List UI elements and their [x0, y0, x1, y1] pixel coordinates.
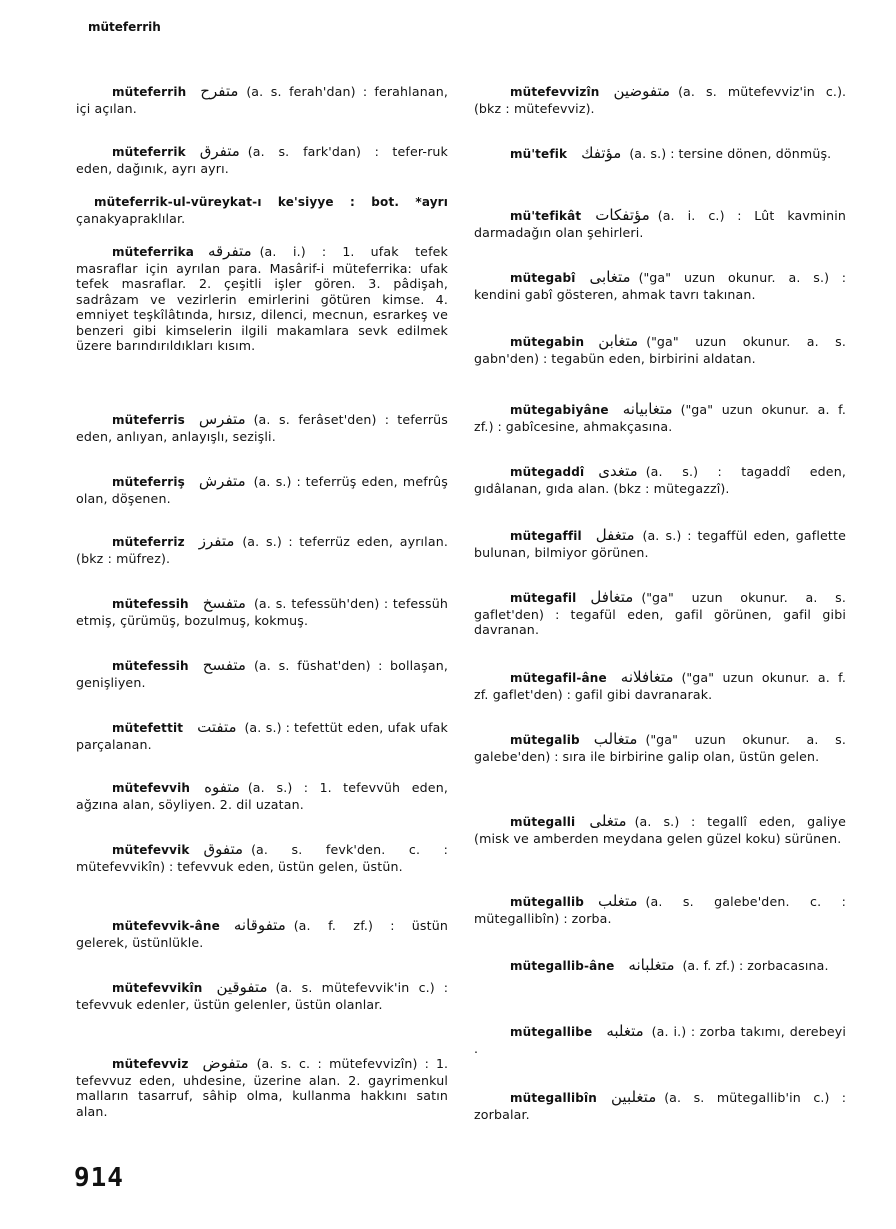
entry-headword: mütegallib-âne [510, 959, 615, 973]
entry-definition: çanakyapraklılar. [76, 210, 186, 226]
entry-headword: mütegabin [510, 335, 585, 349]
dictionary-entry [474, 894, 846, 926]
entry-headword: mütefevviz [112, 1057, 189, 1071]
dictionary-entry [76, 412, 448, 444]
entry-arabic: متغافل [590, 588, 634, 606]
entry-definition: (a. s.) : tefettüt eden, ufak ufak parçalanan. [76, 720, 448, 752]
entry-arabic: متفوضين [613, 82, 671, 100]
entry-definition: (a. s. fevk'den. c. : mütefevvikîn) : tefevvuk eden, üstün gelen, üstün. [76, 842, 448, 874]
dictionary-entry [76, 84, 448, 116]
dictionary-entry [474, 732, 846, 764]
entry-definition: (a. s. galebe'den. c. : mütegallibîn) : zorba. [474, 894, 846, 926]
dictionary-entry [474, 670, 846, 702]
entry-definition: (a. s. ferâset'den) : teferrüs eden, anlıyan, anlayışlı, sezişli. [76, 412, 448, 444]
dictionary-entry [474, 84, 846, 116]
entry-definition: (a. s. ferah'dan) : ferahlanan, içi açılan. [76, 84, 448, 116]
entry-definition: (a. s.) : teferrüş eden, mefrûş olan, döşenen. [76, 474, 448, 506]
dictionary-entry [76, 534, 448, 566]
dictionary-entry [474, 1090, 846, 1122]
dictionary-entry [474, 814, 846, 846]
dictionary-entry [474, 208, 846, 240]
entry-definition: (a. i.) : 1. ufak tefek masraflar için ayrılan para. Masârif-i müteferrika: ufak tefek masraflar. 2. çeşitli işler gören. 3. pâdişah, sadrâzam ve vezirlerin emirlerini götüren kimse. 4. emniyet teşkîlâtında, hırsız, dilenci, mecnun, esrarkeş ve benzeri gibi kimselerin ilgili makamlara sevk edilmek üzere barındırıldıkları kısım. [76, 244, 448, 353]
entry-headword: mütegabî [510, 271, 576, 285]
entry-definition: (a. i.) : zorba takımı, derebeyi . [474, 1024, 846, 1056]
entry-arabic: متفرح [200, 82, 239, 100]
dictionary-entry [76, 144, 448, 176]
entry-headword: müteferrik [112, 145, 186, 159]
dictionary-entry [474, 528, 846, 560]
entry-headword: mütegallib [510, 895, 585, 909]
entry-headword: mütegalli [510, 815, 576, 829]
entry-headword: müteferriş [112, 475, 185, 489]
entry-headword: müteferrika [112, 245, 194, 259]
entry-arabic: متفوض [202, 1054, 249, 1072]
dictionary-entry [76, 1056, 448, 1119]
entry-headword: mütefevvikîn [112, 981, 203, 995]
entry-arabic: متفوق [203, 840, 244, 858]
entry-arabic: متغلبانه [628, 956, 675, 974]
entry-definition: ("ga" uzun okunur. a. s. galebe'den) : sıra ile birbirine galip olan, üstün gelen. [474, 732, 846, 764]
entry-arabic: مؤتفكات [595, 206, 650, 224]
dictionary-entry [76, 720, 448, 752]
entry-arabic: متفرش [198, 472, 246, 490]
dictionary-entry [76, 474, 448, 506]
entry-arabic: متفسح [202, 656, 246, 674]
entry-definition: ("ga" uzun okunur. a. s. gabn'den) : tegabün eden, birbirini aldatan. [474, 334, 846, 366]
entry-arabic: متفتت [197, 718, 237, 736]
entry-headword: mütegalib [510, 733, 580, 747]
entry-headword: mü'tefik [510, 147, 568, 161]
entry-headword: mütegafil [510, 591, 577, 605]
dictionary-entry [474, 958, 846, 975]
dictionary-entry [76, 194, 448, 226]
entry-arabic: متفرز [198, 532, 235, 550]
entry-arabic: متغابن [598, 332, 639, 350]
entry-headword: mütefettit [112, 721, 184, 735]
entry-arabic: متغدى [598, 462, 638, 480]
dictionary-entry [76, 658, 448, 690]
entry-arabic: متغفل [595, 526, 635, 544]
entry-arabic: متغابى [589, 268, 631, 286]
entry-definition: (a. s. c. : mütefevvizîn) : 1. tefevvuz eden, uhdesine, üzerine alan. 2. gayrimenkul malların tasarruf, sâhip olma, kullanma hakkını satın alan. [76, 1056, 448, 1119]
dictionary-entry [474, 334, 846, 366]
entry-headword: müteferrih [112, 85, 187, 99]
entry-headword: mütegaffil [510, 529, 582, 543]
dictionary-entry [474, 1024, 846, 1056]
running-head: müteferrih [88, 20, 161, 34]
dictionary-entry [474, 146, 846, 163]
entry-headword: mütegallibîn [510, 1091, 597, 1105]
entry-headword: mütegallibe [510, 1025, 593, 1039]
entry-definition: (a. s. füshat'den) : bollaşan, genişliyen. [76, 658, 448, 690]
entry-headword: mütefessih [112, 597, 189, 611]
entry-definition: (a. s. mütefevviz'in c.). (bkz : mütefevviz). [474, 84, 846, 116]
entry-headword: mütefevvik [112, 843, 190, 857]
entry-definition: ("ga" uzun okunur. a. s. gaflet'den) : tegafül eden, gafil görünen, gafil gibi davranan. [474, 590, 846, 637]
dictionary-entry [76, 842, 448, 874]
entry-arabic: متغافلانه [620, 668, 674, 686]
entry-definition: (a. s.) : teferrüz eden, ayrılan. (bkz : müfrez). [76, 534, 448, 566]
entry-definition: (a. s.) : tegaffül eden, gaflette bulunan, bilmiyor görünen. [474, 528, 846, 560]
dictionary-entry [474, 270, 846, 302]
entry-headword: mütegafil-âne [510, 671, 607, 685]
page-number: 914 [74, 1163, 124, 1193]
entry-arabic: متفرق [199, 142, 240, 160]
entry-headword: mütefessih [112, 659, 189, 673]
entry-definition: ("ga" uzun okunur. a. s.) : kendini gabî gösteren, ahmak tavrı takınan. [474, 270, 846, 302]
entry-headword: mütefevvizîn [510, 85, 600, 99]
entry-arabic: متفسخ [202, 594, 246, 612]
entry-arabic: متفرس [198, 410, 246, 428]
dictionary-entry [76, 780, 448, 812]
entry-arabic: متغابيانه [622, 400, 673, 418]
dictionary-entry [474, 464, 846, 496]
entry-arabic: متغالب [593, 730, 638, 748]
entry-definition: (a. s. mütefevvik'in c.) : tefevvuk edenler, üstün gelenler, üstün olanlar. [76, 980, 448, 1012]
entry-definition: (a. s.) : tersine dönen, dönmüş. [629, 146, 832, 161]
entry-definition: ("ga" uzun okunur. a. f. zf.) : gabîcesine, ahmakçasına. [474, 402, 846, 434]
entry-arabic: متفرقه [207, 242, 252, 260]
entry-arabic: متغلب [598, 892, 638, 910]
entry-headword: mü'tefikât [510, 209, 582, 223]
entry-headword: mütefevvik-âne [112, 919, 220, 933]
entry-definition: (a. s.) : tegallî eden, galiye (misk ve amberden meydana gelen güzel koku) sürünen. [474, 814, 846, 846]
entry-headword: mütegaddî [510, 465, 585, 479]
dictionary-entry [474, 402, 846, 434]
entry-headword: müteferrik-ul-vüreykat-ı ke'siyye : bot. *ayrı [94, 195, 448, 209]
dictionary-entry [76, 596, 448, 628]
dictionary-entry [76, 980, 448, 1012]
entry-definition: (a. f. zf.) : zorbacasına. [682, 958, 829, 973]
dictionary-entry [76, 918, 448, 950]
entry-arabic: متغلى [589, 812, 627, 830]
entry-definition: (a. s.) : 1. tefevvüh eden, ağzına alan, söyliyen. 2. dil uzatan. [76, 780, 448, 812]
dictionary-entry [76, 244, 448, 354]
entry-headword: müteferriz [112, 535, 185, 549]
entry-headword: mütegabiyâne [510, 403, 609, 417]
entry-arabic: متفوه [204, 778, 240, 796]
entry-arabic: متفوقانه [233, 916, 286, 934]
entry-definition: (a. s. fark'dan) : tefer-ruk eden, dağınık, ayrı ayrı. [76, 144, 448, 176]
entry-definition: (a. f. zf.) : üstün gelerek, üstünlükle. [76, 918, 448, 950]
entry-arabic: متغلبين [611, 1088, 657, 1106]
entry-arabic: مؤتفك [581, 144, 622, 162]
entry-definition: (a. i. c.) : Lût kavminin darmadağın olan şehirleri. [474, 208, 846, 240]
entry-arabic: متفوقين [216, 978, 268, 996]
dictionary-entry [474, 590, 846, 638]
entry-definition: (a. s. tefessüh'den) : tefessüh etmiş, çürümüş, bozulmuş, kokmuş. [76, 596, 448, 628]
entry-definition: (a. s. mütegallib'in c.) : zorbalar. [474, 1090, 846, 1122]
entry-headword: mütefevvih [112, 781, 191, 795]
entry-definition: ("ga" uzun okunur. a. f. zf. gaflet'den) : gafil gibi davranarak. [474, 670, 846, 702]
entry-headword: müteferris [112, 413, 185, 427]
entry-definition: (a. s.) : tagaddî eden, gıdâlanan, gıda alan. (bkz : mütegazzî). [474, 464, 846, 496]
entry-arabic: متغلبه [606, 1022, 644, 1040]
